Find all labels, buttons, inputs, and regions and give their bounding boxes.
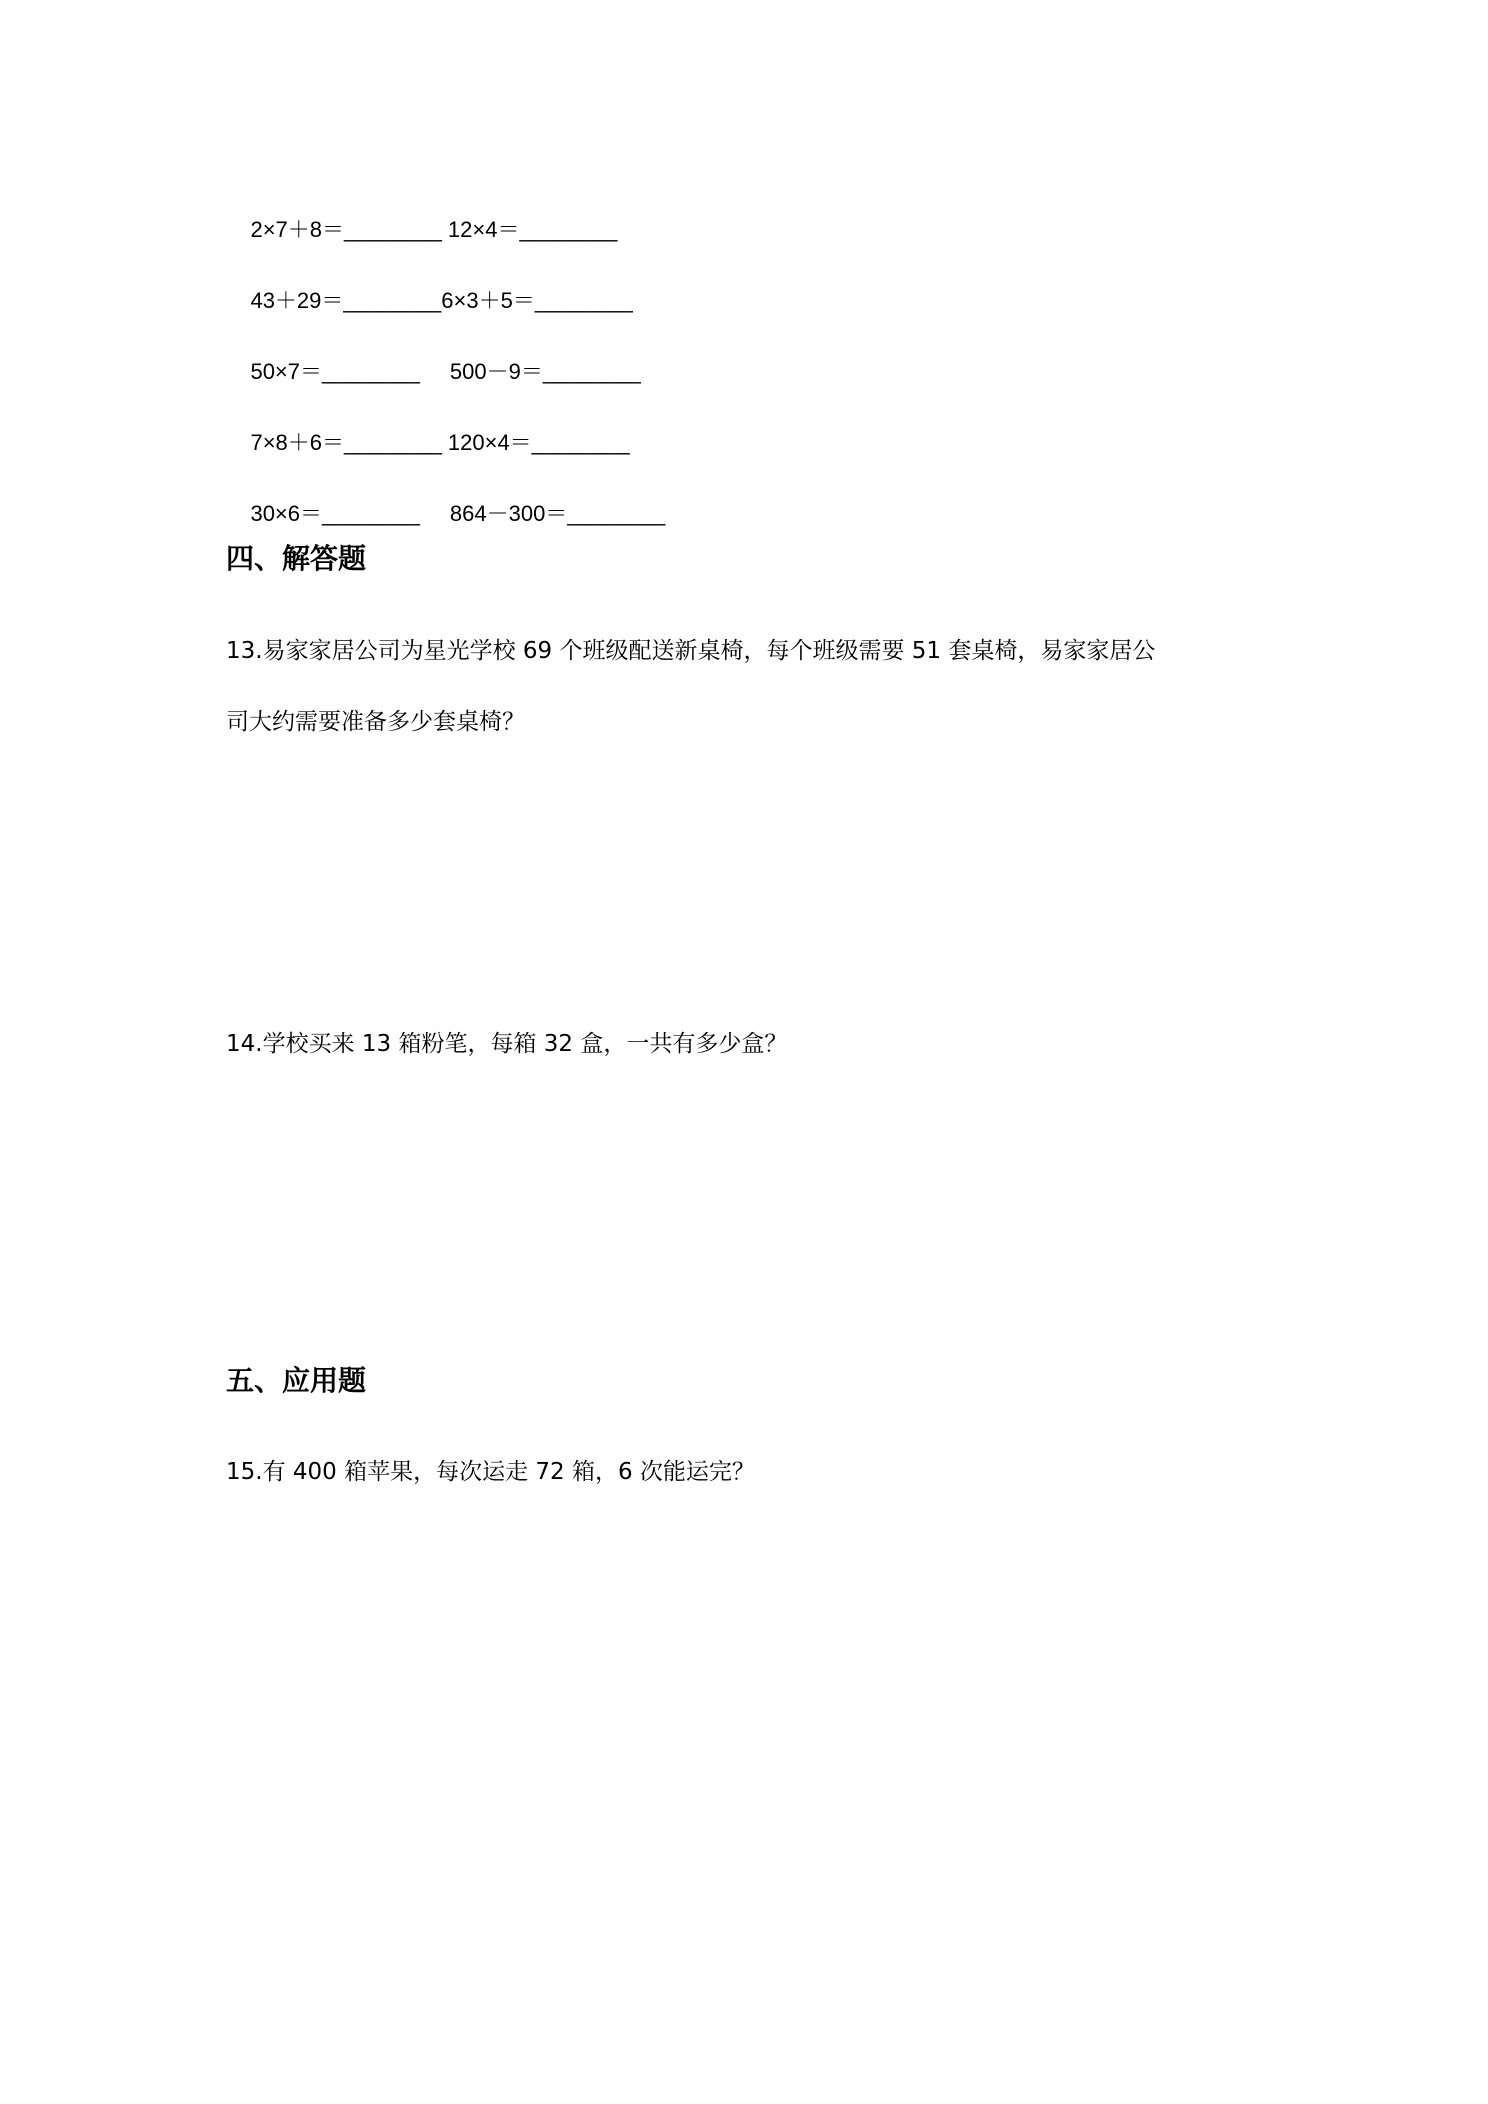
calc-expression: 50×7＝________ — [250, 359, 420, 384]
calc-expression: 864－300＝________ — [449, 501, 666, 526]
question-13-line-2: 司大约需要准备多少套桌椅？ — [226, 709, 525, 735]
calc-expression: 6×3＋5＝________ — [441, 288, 633, 313]
calc-expression: 500－9＝________ — [449, 359, 641, 384]
question-13-line-1: 13.易家家居公司为星光学校 69 个班级配送新桌椅，每个班级需要 51 套桌椅，易家家居公 — [226, 638, 1156, 664]
calc-expression: 43＋29＝________ — [250, 288, 442, 313]
question-14: 14.学校买来 13 箱粉笔，每箱 32 盒，一共有多少盒？ — [226, 1031, 788, 1057]
calc-expression: 30×6＝________ — [250, 501, 420, 526]
section-heading-5: 五、应用题 — [226, 1364, 367, 1397]
calc-expression: 12×4＝________ — [447, 217, 618, 242]
question-15: 15.有 400 箱苹果，每次运走 72 箱，6 次能运完？ — [226, 1459, 755, 1485]
section-heading-4: 四、解答题 — [226, 542, 367, 575]
calc-expression: 7×8＋6＝________ — [250, 430, 442, 455]
calc-expression: 120×4＝________ — [447, 430, 630, 455]
calc-expression: 2×7＋8＝________ — [250, 217, 442, 242]
